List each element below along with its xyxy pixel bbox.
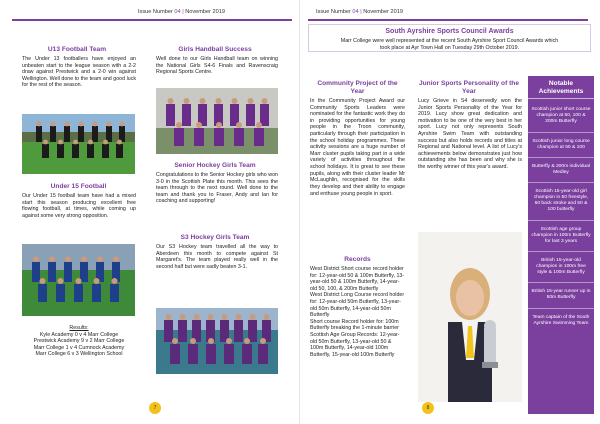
header-rule-right [308,19,588,21]
issue-header-left [138,9,225,15]
u13-team-photo [22,114,135,174]
lucy-photo [418,232,522,402]
u13-title: U13 Football Team [47,46,107,53]
issue-date: November 2019 [185,9,226,15]
achievement-item: Butterfly & 200m individual Medley [528,158,594,183]
achievement-item: Scottish 15-year-old girl champion in 50 freestyle, 50 back stroke and 50 & 100 butterfly [528,183,594,221]
issue-separator: | [182,9,184,15]
achievement-item: British 15-year-old champion in 100m free style & 100m Butterfly [528,252,594,283]
achievement-item: Scottish junior short course champion at 50, 100 & 200m Butterfly [528,105,594,132]
result-line: Marr College 1 v 4 Cumnock Academy [33,344,125,351]
results-block [22,325,136,358]
result-line: Marr College 6 v 3 Wellington School [35,351,123,358]
girls-handball-body: Well done to our Girls Handball team on winning the National Girls S4-6 Finals and Ravenscraig Regional Sports Centre. [156,56,278,76]
records-body: West District Short course record holder for: 12-year-old 50 & 100m Butterfly, 13-year-old 50 & 100m Butterfly, 14-year-old 50, 100, & 200m Butterfly West District Long Course record holder for: 12-year-old 50m Butterfly, 13-year-old 50m Butterfly, 14-year-old 50m Butterfly Short course Record holder for: 100m Butterfly breaking the 1-minute barrier Scottish Age Group Records: 12-year-old 50m Butterfly, 13-year-old 50 & 100m Butterfly, 14-year-old 100m Butterfly, 15-year-old 100m Butterfly [310,266,405,358]
issue-prefix: Issue Number [138,9,173,15]
result-line: Prestwick Academy 9 v 2 Marr College [33,338,125,345]
community-project-title: Community Project of the Year [317,80,398,95]
issue-prefix: Issue Number [316,9,351,15]
handball-team-photo [156,88,278,154]
issue-number: 04 [174,9,181,15]
awards-banner [308,24,591,52]
page-number-right: 8 [422,402,434,414]
community-project-body: In the Community Project Award our Community Sports Leaders were nominated for the fantastic work they do in providing opportunities for young people in the Troon community, particularly through their participation in the school holiday programmes. These activity sessions are a huge number of Marr cluster pupils taking part in a wide variety of activities throughout the school holidays. It is great to see these pupils, along with their cluster leader Mr McLaughlin, recognised for the skills they develop and their ability to engage and enthuse young people in sport. [310,98,405,197]
achievement-item: Scottish age group champion in 100m Butterfly for last 3 years [528,221,594,252]
issue-header-right [316,9,403,15]
issue-date: November 2019 [363,9,404,15]
s3-hockey-body: Our S3 Hockey team travelled all the way to Aberdeen this month to compete against St Margaret's. The team played really well in the second half but were sadly beaten 3-1. [156,244,278,270]
notable-achievements-panel [528,76,594,414]
u15-body: Our Under 15 football team have had a mixed start this season producing excellent free flowing football, at times, while coming up against some very strong opposition. [22,193,136,219]
result-line: Kyle Academy 0 v 4 Marr College [39,331,119,338]
issue-number: 04 [352,9,359,15]
header-rule-left [12,19,292,21]
girls-handball-title: Girls Handball Success [178,46,252,53]
hockey-team-photo [156,308,278,374]
senior-hockey-body: Congratulations to the Senior Hockey girls who won 3-0 in the Scottish Plate this month. This sees the team through to the next round. Well done to the team and thank you to Fraser, Andy and Ian for coaching and supporting! [156,172,278,205]
right-page [300,0,600,424]
u15-team-photo [22,244,135,316]
awards-title: South Ayrshire Sports Council Awards [385,28,514,35]
junior-personality-body: Lucy Grieve in S4 deservedly won the Junior Sports Personality of the Year for 2019. Lucy show great dedication and motivation to be one of the very best in her sport. Lucy not only represents South Ayrshire Swim Team with outstanding success but also holds records and titles at Regional and National level. A list of Lucy's achievements below demonstrates just how outstanding she has been and why she is the worthy winner of this year's award. [418,98,522,171]
notable-list [528,99,594,333]
notable-title: Notable Achievements [528,76,594,99]
u15-title: Under 15 Football [50,183,107,190]
issue-separator: | [360,9,362,15]
u13-body: The Under 13 footballers have enjoyed an unbeaten start to the league season with a 2-2 draw against Prestwick and a 2-0 win against Wellington. Well done to the team and good luck for the rest of the season. [22,56,136,89]
s3-hockey-title: S3 Hockey Girls Team [180,234,250,241]
achievement-item: Scottish junior long course champion at 50 & 100 [528,133,594,158]
achievement-item: Team captain of the South Ayrshire Swimming Team [532,314,590,326]
awards-body: Marr College were well represented at the recent South Ayrshire Sport Council Awards which took place at Ayr Town Hall on Tuesday 29th October 2019. [340,38,559,51]
junior-personality-title: Junior Sports Personality of the Year [418,80,520,95]
records-title: Records [344,256,371,263]
senior-hockey-title: Senior Hockey Girls Team [174,162,256,169]
results-heading: Results: [69,325,89,331]
page-number-left: 7 [149,402,161,414]
achievement-item: British 15-year runner up in 50m Butterfly [528,283,594,308]
